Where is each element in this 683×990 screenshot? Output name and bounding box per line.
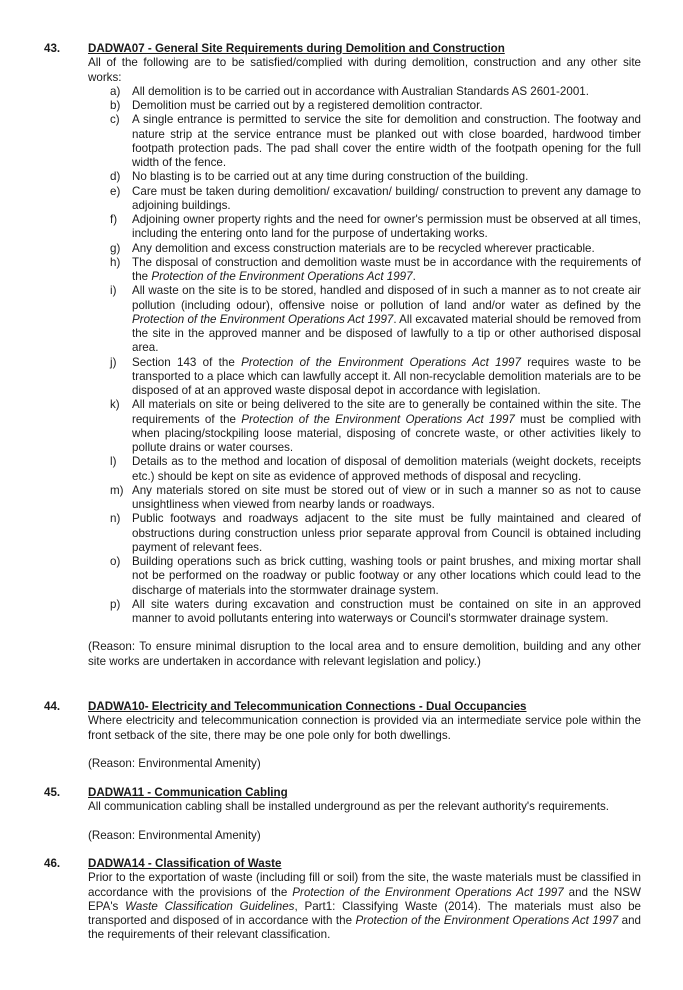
condition-heading: DADWA14 - Classification of Waste xyxy=(88,857,282,870)
condition-reason: (Reason: Environmental Amenity) xyxy=(88,828,261,842)
condition-body xyxy=(88,857,641,943)
item-text: Section 143 of the xyxy=(132,355,242,369)
item-text: Any demolition and excess construction materials are to be recycled wherever practicable. xyxy=(132,241,595,255)
item-text: requires waste to be transported to a place which can lawfully accept it. All non-recyclable demolition materials are to be disposed of at an approved waste disposal depot in accordance with legislation. xyxy=(132,355,642,397)
item-text: . xyxy=(412,270,416,283)
condition-reason: (Reason: To ensure minimal disruption to the local area and to ensure demolition, building and any other site works are undertaken in accordance with relevant legislation and policy.) xyxy=(88,640,641,668)
item-text: must be complied with when placing/stockpiling loose material, disposing of concrete waste, or other activities likely to pollute drains or water courses. xyxy=(132,412,641,454)
list-item xyxy=(88,598,641,627)
item-text: Public footways and roadways adjacent to the site must be fully maintained and cleared of obstructions during construction unless prior separate approval from Council is obtained including payment of relevant fees. xyxy=(132,512,641,554)
condition-heading: DADWA07 - General Site Requirements during Demolition and Construction xyxy=(88,42,505,55)
list-item xyxy=(88,284,641,355)
condition-number: 44. xyxy=(44,700,61,713)
list-item xyxy=(88,213,641,242)
condition-body xyxy=(88,700,641,771)
act-title: Protection of the Environment Operations Act 1997 xyxy=(292,885,564,899)
act-title: Protection of the Environment Operations Act 1997 xyxy=(132,312,394,326)
item-letter: h) xyxy=(110,255,121,269)
list-item xyxy=(88,555,641,598)
item-letter: c) xyxy=(110,113,120,127)
list-item xyxy=(88,85,641,99)
item-text: Care must be taken during demolition/ excavation/ building/ construction to prevent any damage to adjoining buildings. xyxy=(132,184,641,212)
item-text: All materials on site or being delivered to the site are to generally be contained within the site. The requirements of the xyxy=(132,398,641,426)
condition-text xyxy=(88,871,641,942)
item-letter: j) xyxy=(110,355,117,369)
condition-number: 46. xyxy=(44,857,61,870)
item-text: No blasting is to be carried out at any time during construction of the building. xyxy=(132,170,529,184)
item-letter: b) xyxy=(110,99,121,112)
act-title: Protection of the Environment Operations Act 1997 xyxy=(241,355,521,369)
item-text: All demolition is to be carried out in accordance with Australian Standards AS 2601-2001. xyxy=(132,84,589,98)
condition-heading: DADWA11 - Communication Cabling xyxy=(88,786,288,799)
item-text: All waste on the site is to be stored, handled and disposed of in such a manner as to not create air pollution (including odour), offensive noise or pollution of land and/or water as defined by the xyxy=(132,284,641,312)
item-text: All site waters during excavation and construction must be contained on site in an approved manner to avoid pollutants entering into waterways or Council's stormwater drainage system. xyxy=(132,597,641,625)
act-title: Protection of the Environment Operations Act 1997 xyxy=(151,270,413,283)
item-text: Any materials stored on site must be stored out of view or in such a manner so as not to cause unsightliness when viewed from nearby lands or roadways. xyxy=(132,483,641,511)
item-letter: n) xyxy=(110,512,121,526)
item-letter: k) xyxy=(110,398,120,412)
item-letter: l) xyxy=(110,455,117,469)
item-text: Demolition must be carried out by a registered demolition contractor. xyxy=(132,99,483,112)
condition-text: Where electricity and telecommunication connection is provided via an intermediate service pole within the front setback of the site, there may be one pole only for both dwellings. xyxy=(88,714,641,742)
condition-body xyxy=(88,42,641,669)
condition-text: All communication cabling shall be installed underground as per the relevant authority's requirements. xyxy=(88,800,609,814)
text-run: , Part1: Classifying Waste (2014). The materials must also be transported and disposed of in accordance with the xyxy=(88,899,641,927)
item-letter: e) xyxy=(110,184,121,198)
list-item xyxy=(88,512,641,555)
item-letter: d) xyxy=(110,170,121,184)
requirements-list xyxy=(88,85,641,627)
list-item xyxy=(88,113,641,170)
item-text: Details as to the method and location of disposal of demolition materials (weight dockets, receipts etc.) should be kept on site as evidence of approved methods of disposal and recycling. xyxy=(132,455,641,483)
item-letter: i) xyxy=(110,284,117,298)
item-letter: f) xyxy=(110,213,118,226)
condition-number: 45. xyxy=(44,786,61,799)
list-item xyxy=(88,170,641,184)
list-item xyxy=(88,455,641,484)
act-title: Protection of the Environment Operations Act 1997 xyxy=(241,412,515,426)
item-text: The disposal of construction and demolition waste must be in accordance with the requirements of the xyxy=(132,255,641,283)
condition-body xyxy=(88,786,641,843)
list-item xyxy=(88,99,641,113)
list-item xyxy=(88,185,641,214)
item-text: Building operations such as brick cutting, washing tools or paint brushes, and mixing mortar shall not be performed on the roadway or public footway or any other locations which could lead to the discharge of materials into the stormwater drainage system. xyxy=(132,555,641,597)
list-item xyxy=(88,256,641,285)
list-item xyxy=(88,356,641,399)
condition-reason: (Reason: Environmental Amenity) xyxy=(88,756,261,770)
item-letter: g) xyxy=(110,241,121,255)
condition-intro: All of the following are to be satisfied/complied with during demolition, construction and any other site works: xyxy=(88,56,641,84)
list-item xyxy=(88,398,641,455)
text-run: and the NSW EPA's xyxy=(88,885,641,913)
condition-number: 43. xyxy=(44,42,61,55)
item-letter: p) xyxy=(110,597,121,611)
list-item xyxy=(88,484,641,513)
item-text: A single entrance is permitted to service the site for demolition and construction. The footway and nature strip at the service entrance must be planked out with close boarded, hardwood timber footpath protection pads. The pad shall cover the entire width of the footpath opening for the full width of the fence. xyxy=(132,113,641,169)
condition-heading: DADWA10- Electricity and Telecommunication Connections - Dual Occupancies xyxy=(88,700,527,713)
item-text: Adjoining owner property rights and the need for owner's permission must be observed at all times, including the entering onto land for the purpose of undertaking works. xyxy=(132,213,641,241)
item-letter: a) xyxy=(110,84,121,98)
act-title: Protection of the Environment Operations Act 1997 xyxy=(355,914,619,927)
item-letter: o) xyxy=(110,555,121,568)
item-letter: m) xyxy=(110,483,124,497)
text-run: and the requirements of their relevant classification. xyxy=(88,914,641,942)
guideline-title: Waste Classification Guidelines xyxy=(125,899,295,913)
list-item xyxy=(88,242,641,256)
item-text: . All excavated material should be removed from the site in the approved manner and be disposed of lawfully to a tip or other authorised disposal area. xyxy=(132,312,641,355)
text-run: Prior to the exportation of waste (including fill or soil) from the site, the waste materials must be classified in accordance with the provisions of the xyxy=(88,871,641,899)
